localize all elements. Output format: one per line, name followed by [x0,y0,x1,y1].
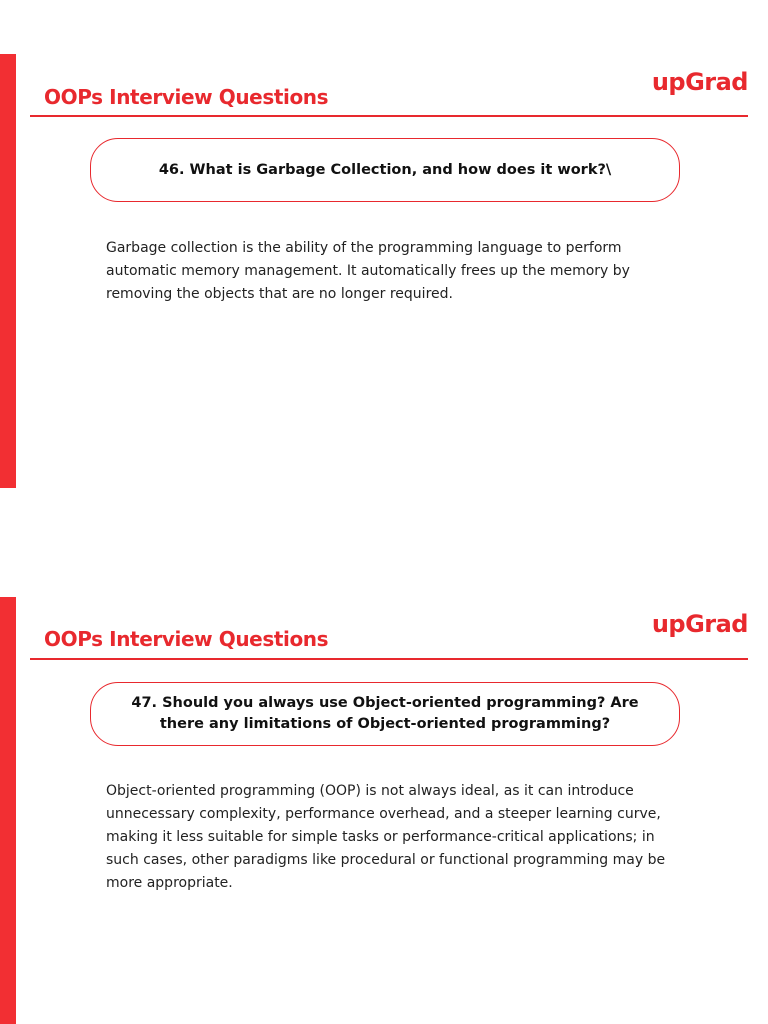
question-box [90,682,680,746]
question-text: 46. What is Garbage Collection, and how does it work?\ [158,161,612,178]
header-divider [30,115,748,117]
accent-bar [0,597,16,1024]
brand-logo-text: upGrad [651,68,748,96]
slide-question-47 [0,540,768,1024]
header-title: OOPs Interview Questions [44,85,329,109]
question-box [90,138,680,202]
header-title: OOPs Interview Questions [44,627,329,651]
question-text: 47. Should you always use Object-oriented programming? Are there any limitations of Object-oriented programming? [131,695,639,732]
answer-text: Object-oriented programming (OOP) is not always ideal, as it can introduce unnecessary complexity, performance overhead, and a steeper learning curve, making it less suitable for simple tasks or performance-critical applications; in such cases, other paradigms like procedural or functional programming may be more appropriate. [106,783,666,891]
answer-text: Garbage collection is the ability of the programming language to perform automatic memory management. It automatically frees up the memory by removing the objects that are no longer required. [106,240,630,302]
header-divider [30,658,748,660]
brand-logo-text: upGrad [651,610,748,638]
accent-bar [0,54,16,488]
